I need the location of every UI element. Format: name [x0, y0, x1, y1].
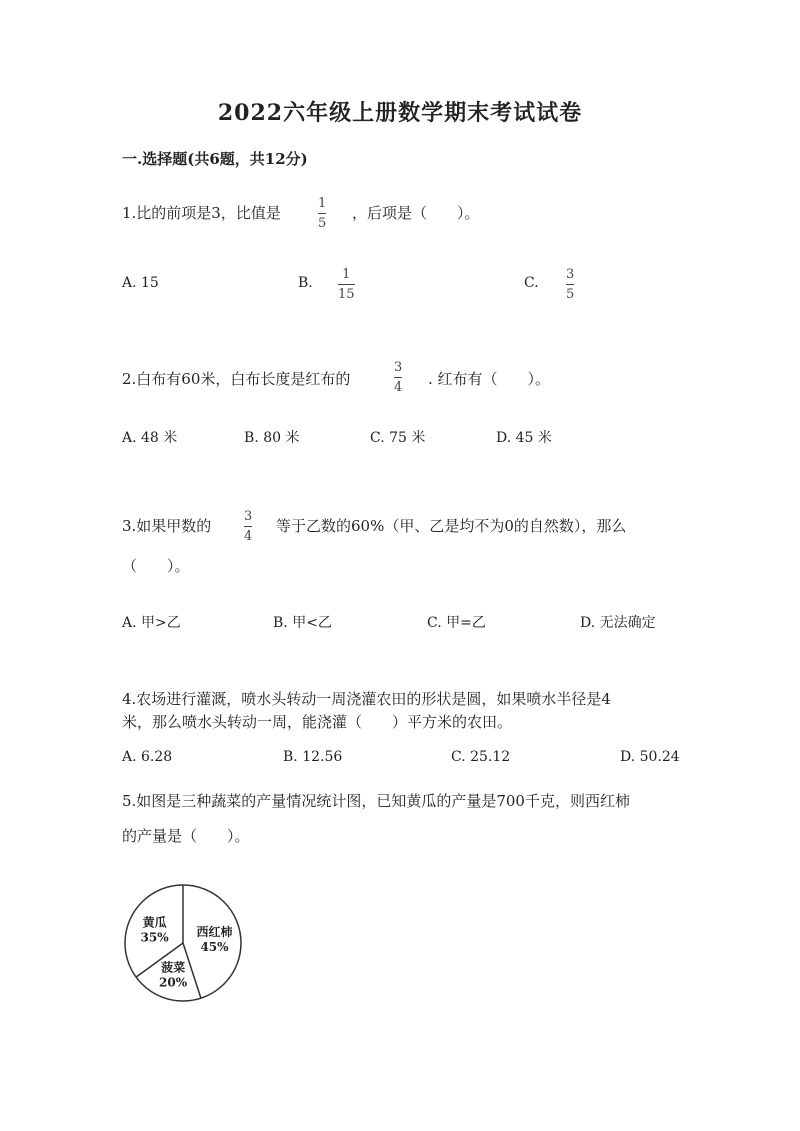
q1-option-c-den: 5: [566, 284, 574, 301]
q3-frac-den: 4: [244, 526, 252, 543]
q4-text-line1: 4.农场进行灌溉，喷水头转动一周浇灌农田的形状是圆，如果喷水半径是4: [122, 690, 611, 708]
q1-text-before: 1.比的前项是3，比值是: [122, 204, 281, 222]
pie-slice-label-1: 菠菜: [161, 960, 186, 975]
q1-option-c[interactable]: C.: [524, 275, 539, 291]
page-title: 2022六年级上册数学期末考试试卷: [217, 100, 583, 126]
q4-option-a[interactable]: A. 6.28: [122, 749, 173, 765]
q1-option-a[interactable]: A. 15: [122, 275, 159, 291]
q2-fraction: [392, 361, 404, 394]
q3-option-d[interactable]: D. 无法确定: [580, 615, 656, 631]
q3-text-after: 等于乙数的60%（甲、乙是均不为0的自然数），那么: [276, 517, 627, 535]
q3-option-c[interactable]: C. 甲=乙: [427, 615, 486, 631]
q5-text-line2: 的产量是（ ）。: [122, 827, 250, 845]
q1-option-b[interactable]: B.: [298, 275, 313, 291]
q3-fraction: [242, 510, 254, 543]
q4-option-d[interactable]: D. 50.24: [620, 749, 680, 765]
pie-slice-value-1: 20%: [159, 975, 188, 990]
q2-text-after: . 红布有（ ）。: [428, 370, 551, 388]
q1-text-after: ，后项是（ ）。: [352, 204, 480, 222]
section-heading: 一.选择题(共6题，共12分): [122, 150, 308, 168]
q1-option-b-num: 1: [342, 267, 351, 282]
q1-option-b-den: 15: [338, 284, 355, 301]
q2-frac-num: 3: [394, 360, 403, 375]
q3-option-b[interactable]: B. 甲<乙: [273, 615, 332, 631]
pie-slice-label-0: 西红柿: [196, 925, 233, 939]
q4-option-c[interactable]: C. 25.12: [451, 749, 511, 765]
q2-option-b[interactable]: B. 80 米: [244, 430, 300, 446]
q2-option-d[interactable]: D. 45 米: [496, 430, 552, 446]
pie-slice-value-0: 45%: [200, 940, 229, 954]
pie-slice-value-2: 35%: [140, 930, 169, 945]
q1-fraction: [316, 197, 328, 230]
q2-option-c[interactable]: C. 75 米: [370, 430, 426, 446]
pie-slice-label-2: 黄瓜: [142, 915, 167, 930]
q1-frac-num: 1: [318, 196, 327, 211]
q2-option-a[interactable]: A. 48 米: [122, 430, 178, 446]
q4-text-line2: 米，那么喷水头转动一周，能浇灌（ ）平方米的农田。: [122, 713, 513, 731]
q5-text-line1: 5.如图是三种蔬菜的产量情况统计图，已知黄瓜的产量是700千克，则西红柿: [122, 792, 630, 810]
q3-text-line2: （ ）。: [122, 557, 190, 575]
q1-option-b-fraction: [338, 268, 355, 301]
q2-frac-den: 4: [394, 377, 402, 394]
q3-option-a[interactable]: A. 甲>乙: [122, 615, 181, 631]
q1-option-c-num: 3: [566, 267, 575, 282]
pie-chart-svg: [118, 878, 248, 1008]
q1-frac-den: 5: [318, 213, 326, 230]
q2-text-before: 2.白布有60米，白布长度是红布的: [122, 370, 351, 388]
q1-option-c-fraction: [564, 268, 576, 301]
q3-text-before: 3.如果甲数的: [122, 517, 212, 535]
q4-option-b[interactable]: B. 12.56: [283, 749, 343, 765]
pie-chart: [118, 878, 248, 1008]
q3-frac-num: 3: [244, 509, 253, 524]
